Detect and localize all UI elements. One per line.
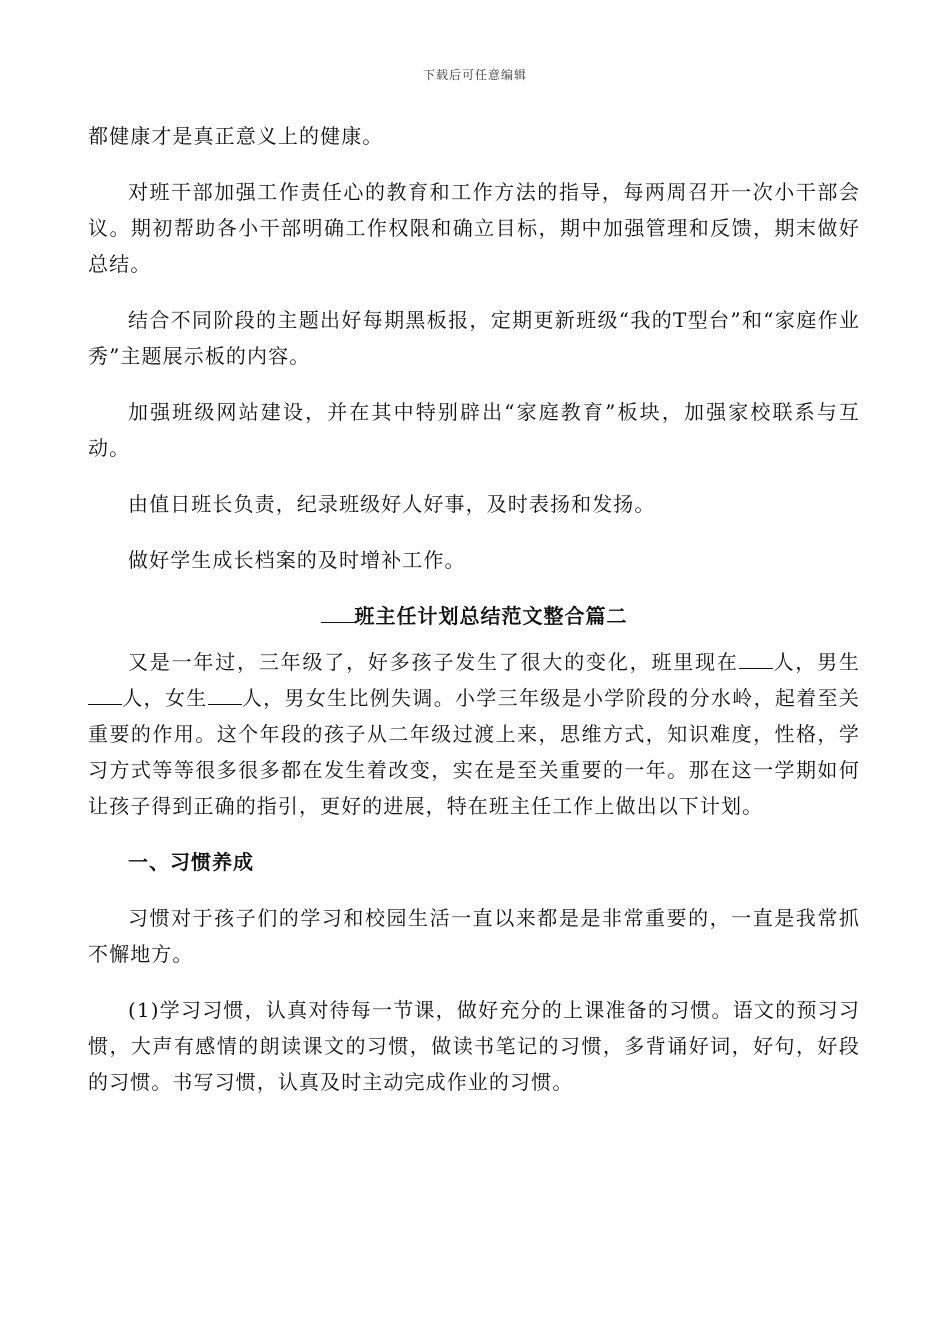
paragraph-4: 加强班级网站建设，并在其中特别辟出“家庭教育”板块，加强家校联系与互动。 xyxy=(88,400,860,460)
paragraph-7 xyxy=(88,644,860,824)
header-note: 下载后可任意编辑 xyxy=(422,68,527,82)
paragraph-9: (1)学习习惯，认真对待每一节课，做好充分的上课准备的习惯。语文的预习习惯，大声有感情的朗读课文的习惯，做读书笔记的习惯，多背诵好词，好句，好段的习惯。书写习惯，认真及时主动完成作业的习惯。 xyxy=(88,998,860,1094)
paragraph-8: 习惯对于孩子们的学习和校园生活一直以来都是是非常重要的，一直是我常抓不懈地方。 xyxy=(88,906,860,966)
paragraph-2: 对班干部加强工作责任心的教育和工作方法的指导，每两周召开一次小干部会议。期初帮助各小干部明确工作权限和确立目标，期中加强管理和反馈，期末做好总结。 xyxy=(88,180,860,276)
section-title-text: 班主任计划总结范文整合篇二 xyxy=(354,604,628,628)
paragraph-6: 做好学生成长档案的及时增补工作。 xyxy=(128,548,466,572)
title-blank xyxy=(321,600,355,623)
heading-habits: 一、习惯养成 xyxy=(128,850,254,874)
paragraph-3: 结合不同阶段的主题出好每期黑板报，定期更新班级“我的T型台”和“家庭作业秀”主题展示板的内容。 xyxy=(88,308,860,368)
paragraph-7-part-1: 又是一年过，三年级了，好多孩子发生了很大的变化，班里现在 xyxy=(128,650,739,674)
section-title xyxy=(88,598,860,634)
paragraph-7-part-4: 人，男女生比例失调。小学三年级是小学阶段的分水岭，起着至关重要的作用。这个年段的孩子从二年级过渡上来，思维方式，知识难度，性格，学习方式等等很多很多都在发生着改变，实在是至关重要的一年。那在这一学期如何让孩子得到正确的指引，更好的进展，特在班主任工作上做出以下计划。 xyxy=(88,686,860,818)
blank-boys xyxy=(88,682,122,705)
paragraph-7-part-2: 人，男生 xyxy=(772,650,860,674)
document-body xyxy=(88,118,860,1120)
blank-girls xyxy=(208,682,242,705)
paragraph-5: 由值日班长负责，纪录班级好人好事，及时表扬和发扬。 xyxy=(128,492,656,516)
paragraph-1: 都健康才是真正意义上的健康。 xyxy=(88,124,384,148)
paragraph-7-part-3: 人，女生 xyxy=(122,686,208,710)
blank-total xyxy=(739,646,773,669)
